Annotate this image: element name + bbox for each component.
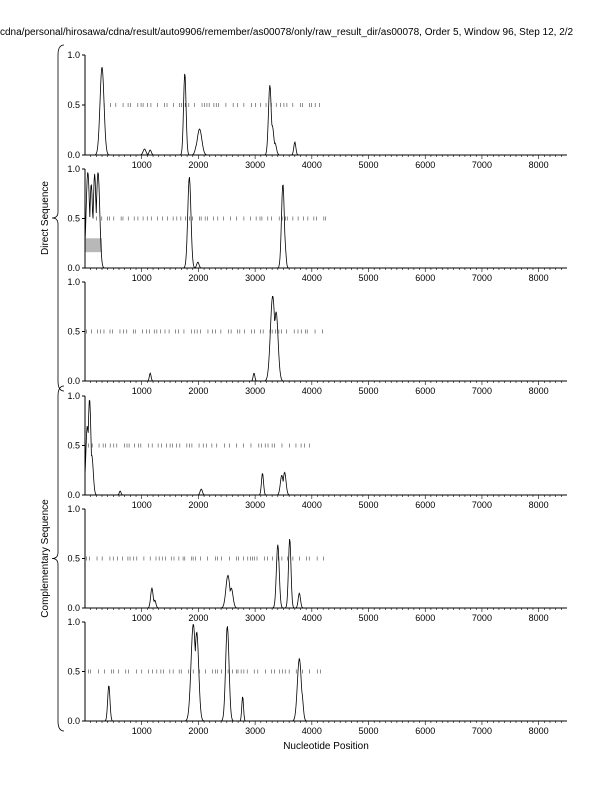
x-tick-label: 3000: [245, 726, 266, 736]
y-tick-label: 0.0: [67, 150, 80, 160]
x-tick-label: 4000: [301, 613, 322, 623]
marker-tick-row: [88, 670, 320, 674]
y-tick-label: 0.5: [67, 100, 80, 110]
x-tick-label: 5000: [358, 160, 379, 170]
y-tick-label: 1.0: [67, 277, 80, 287]
x-tick-label: 5000: [358, 273, 379, 283]
x-tick-label: 2000: [188, 386, 209, 396]
group-label: Direct Sequence: [40, 181, 51, 255]
x-tick-label: 4000: [301, 726, 322, 736]
x-tick-label: 2000: [188, 160, 209, 170]
x-tick-label: 7000: [471, 273, 492, 283]
x-tick-label: 7000: [471, 160, 492, 170]
x-tick-label: 8000: [528, 273, 549, 283]
panel-2: [67, 164, 567, 283]
series-line: [85, 400, 567, 495]
y-tick-label: 0.0: [67, 376, 80, 386]
plot-layer: [40, 45, 567, 736]
x-tick-label: 4000: [301, 160, 322, 170]
group-label: Complementary Sequence: [40, 499, 51, 618]
x-tick-label: 5000: [358, 613, 379, 623]
y-tick-label: 0.5: [67, 666, 80, 677]
y-tick-label: 0.0: [67, 716, 80, 726]
x-tick-label: 8000: [528, 500, 549, 510]
x-tick-label: 8000: [528, 613, 549, 623]
y-tick-label: 0.5: [67, 440, 80, 451]
marker-tick-row: [87, 557, 324, 561]
x-tick-label: 4000: [301, 500, 322, 510]
y-tick-label: 1.0: [67, 391, 80, 401]
x-tick-label: 6000: [415, 726, 436, 736]
x-tick-label: 1000: [131, 160, 152, 170]
y-tick-label: 0.0: [67, 603, 80, 613]
x-tick-label: 8000: [528, 386, 549, 396]
group-brace: [52, 45, 64, 391]
x-tick-label: 5000: [358, 386, 379, 396]
x-tick-label: 2000: [188, 500, 209, 510]
x-tick-label: 7000: [471, 726, 492, 736]
panel-6: [67, 617, 567, 736]
page-title: cdna/personal/hirosawa/cdna/result/auto9906/remember/as00078/only/raw_result_dir/as00078, Order 5, Window 96, Step 12, 2/2: [0, 27, 574, 38]
x-tick-label: 6000: [415, 500, 436, 510]
x-tick-label: 1000: [131, 273, 152, 283]
x-tick-label: 3000: [245, 613, 266, 623]
x-tick-label: 3000: [245, 386, 266, 396]
y-tick-label: 1.0: [67, 617, 80, 627]
y-tick-label: 0.5: [67, 213, 80, 224]
x-tick-label: 1000: [131, 386, 152, 396]
x-tick-label: 1000: [131, 500, 152, 510]
x-tick-label: 7000: [471, 500, 492, 510]
x-tick-label: 1000: [131, 726, 152, 736]
group-brace: [52, 386, 64, 731]
marker-tick-row: [87, 330, 323, 334]
y-tick-label: 0.0: [67, 263, 80, 273]
shaded-region: [85, 238, 102, 252]
marker-tick-row: [96, 217, 325, 221]
y-tick-label: 1.0: [67, 164, 80, 174]
series-line: [85, 624, 567, 721]
marker-tick-row: [104, 103, 319, 107]
x-tick-label: 3000: [245, 160, 266, 170]
x-tick-label: 5000: [358, 500, 379, 510]
y-tick-label: 1.0: [67, 50, 80, 60]
y-tick-label: 0.5: [67, 326, 80, 337]
panel-1: [67, 50, 567, 170]
x-tick-label: 5000: [358, 726, 379, 736]
panel-3: [67, 277, 567, 396]
x-tick-label: 8000: [528, 160, 549, 170]
x-tick-label: 7000: [471, 386, 492, 396]
x-tick-label: 7000: [471, 613, 492, 623]
x-tick-label: 6000: [415, 386, 436, 396]
x-tick-label: 8000: [528, 726, 549, 736]
x-tick-label: 2000: [188, 726, 209, 736]
marker-tick-row: [88, 444, 309, 448]
panel-5: [67, 504, 567, 623]
x-tick-label: 2000: [188, 273, 209, 283]
x-tick-label: 1000: [131, 613, 152, 623]
x-tick-label: 3000: [245, 500, 266, 510]
y-tick-label: 0.0: [67, 490, 80, 500]
panel-4: [67, 391, 567, 510]
x-tick-label: 6000: [415, 160, 436, 170]
y-tick-label: 1.0: [67, 504, 80, 514]
x-tick-label: 6000: [415, 613, 436, 623]
y-tick-label: 0.5: [67, 553, 80, 564]
x-axis-title: Nucleotide Position: [283, 741, 369, 752]
x-tick-label: 4000: [301, 273, 322, 283]
x-tick-label: 4000: [301, 386, 322, 396]
x-tick-label: 2000: [188, 613, 209, 623]
series-line: [85, 67, 567, 155]
x-tick-label: 3000: [245, 273, 266, 283]
series-line: [85, 539, 567, 608]
x-tick-label: 6000: [415, 273, 436, 283]
series-line: [85, 296, 567, 381]
